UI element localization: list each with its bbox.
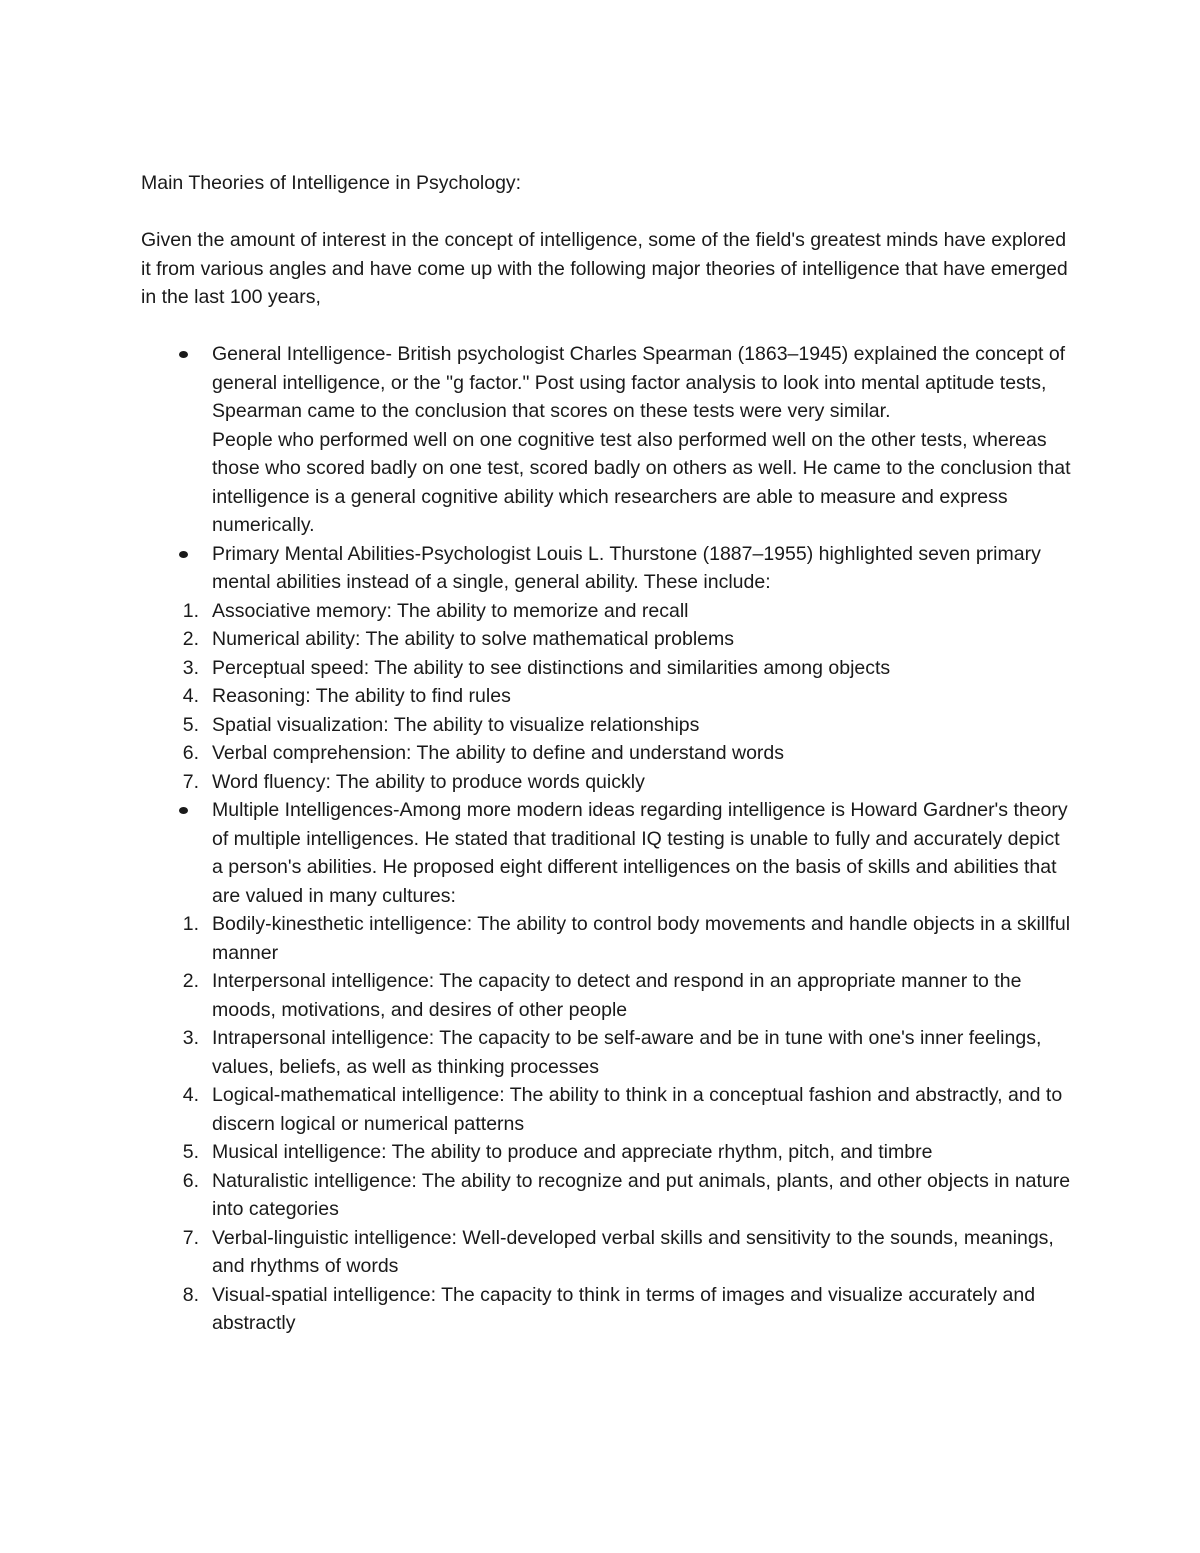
list-item — [141, 910, 1071, 967]
general-intelligence-text: General Intelligence- British psychologist Charles Spearman (1863–1945) explained the concept of general intelligence, or the "g factor." Post using factor analysis to look into mental aptitude tests, Spearman came to the conclusion that scores on these tests were very similar. — [212, 343, 1066, 422]
list-item — [141, 1281, 1071, 1338]
list-item — [141, 682, 1071, 711]
list-item-text: Perceptual speed: The ability to see distinctions and similarities among objects — [212, 656, 891, 679]
list-number: 2. — [182, 628, 199, 650]
list-item — [141, 597, 1071, 626]
list-item — [141, 654, 1071, 683]
list-item — [141, 739, 1071, 768]
list-item-text: Logical-mathematical intelligence: The ability to think in a conceptual fashion and abstractly, and to discern logical or numerical patterns — [212, 1084, 1063, 1135]
intro-paragraph: Given the amount of interest in the concept of intelligence, some of the field's greatest minds have explored it from various angles and have come up with the following major theories of intelligence that have emerged in the last 100 years, — [141, 229, 1068, 308]
bullet-primary-mental-abilities — [141, 540, 1071, 597]
bullet-multiple-intelligences — [141, 796, 1071, 910]
list-item-text: Intrapersonal intelligence: The capacity to be self-aware and be in tune with one's inner feelings, values, beliefs, as well as thinking processes — [212, 1027, 1042, 1078]
bullet-general-intelligence — [141, 340, 1071, 540]
list-number: 2. — [182, 970, 199, 992]
list-item — [141, 768, 1071, 797]
list-number: 5. — [182, 713, 199, 736]
list-item — [141, 1138, 1071, 1167]
bullet-dot-icon — [179, 807, 188, 814]
list-item — [141, 625, 1071, 654]
document-page — [141, 169, 1071, 1338]
list-item-text: Numerical ability: The ability to solve mathematical problems — [212, 628, 735, 650]
list-item-text: Word fluency: The ability to produce words quickly — [212, 770, 645, 793]
bullet-dot-icon — [179, 551, 188, 558]
list-number: 6. — [182, 742, 199, 764]
general-intelligence-text-2: People who performed well on one cognitive test also performed well on the other tests, whereas those who scored badly on one test, scored badly on others as well. He came to the conclusion that intelligence is a general cognitive ability which researchers are able to measure and express numerically. — [212, 428, 1071, 536]
document-title: Main Theories of Intelligence in Psychology: — [141, 172, 522, 194]
bullet-dot-icon — [179, 351, 188, 358]
list-number: 1. — [182, 599, 199, 622]
list-item-text: Naturalistic intelligence: The ability to recognize and put animals, plants, and other objects in nature into categories — [212, 1169, 1071, 1220]
list-number: 7. — [182, 1226, 199, 1249]
list-item — [141, 1224, 1071, 1281]
list-item — [141, 1081, 1071, 1138]
list-item — [141, 967, 1071, 1024]
list-item-text: Reasoning: The ability to find rules — [212, 685, 511, 707]
list-number: 3. — [182, 656, 199, 679]
list-item — [141, 711, 1071, 740]
list-number: 4. — [182, 1084, 199, 1106]
list-number: 1. — [182, 913, 199, 935]
list-item-text: Bodily-kinesthetic intelligence: The ability to control body movements and handle objects in a skillful manner — [212, 913, 1071, 964]
list-item — [141, 1167, 1071, 1224]
multiple-intelligences-list — [141, 910, 1071, 1338]
list-item-text: Visual-spatial intelligence: The capacity to think in terms of images and visualize accurately and abstractly — [212, 1283, 1036, 1334]
list-item-text: Interpersonal intelligence: The capacity to detect and respond in an appropriate manner to the moods, motivations, and desires of other people — [212, 970, 1022, 1021]
list-number: 6. — [182, 1169, 199, 1192]
list-number: 5. — [182, 1141, 199, 1163]
multiple-intelligences-text: Multiple Intelligences-Among more modern ideas regarding intelligence is Howard Gardner's theory of multiple intelligences. He stated that traditional IQ testing is unable to fully and accurately depict a person's abilities. He proposed eight different intelligences on the basis of skills and abilities that are valued in many cultures: — [212, 799, 1068, 907]
list-number: 8. — [182, 1283, 199, 1306]
list-number: 4. — [182, 685, 199, 707]
list-item-text: Musical intelligence: The ability to produce and appreciate rhythm, pitch, and timbre — [212, 1141, 933, 1163]
list-number: 7. — [182, 770, 199, 793]
primary-mental-abilities-text: Primary Mental Abilities-Psychologist Louis L. Thurstone (1887–1955) highlighted seven primary mental abilities instead of a single, general ability. These include: — [212, 542, 1041, 593]
primary-abilities-list — [141, 597, 1071, 797]
list-item-text: Verbal comprehension: The ability to define and understand words — [212, 742, 785, 764]
list-item-text: Spatial visualization: The ability to visualize relationships — [212, 713, 700, 736]
list-item-text: Verbal-linguistic intelligence: Well-developed verbal skills and sensitivity to the sounds, meanings, and rhythms of words — [212, 1226, 1054, 1277]
list-item — [141, 1024, 1071, 1081]
list-number: 3. — [182, 1027, 199, 1049]
list-item-text: Associative memory: The ability to memorize and recall — [212, 599, 689, 622]
